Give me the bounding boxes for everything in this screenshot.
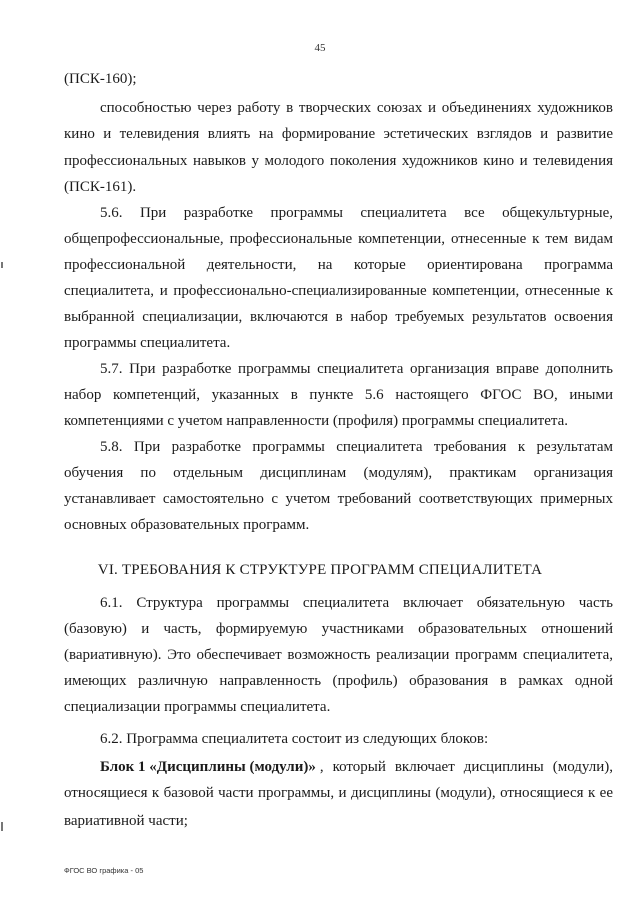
text-line: (ПСК-161).	[64, 179, 137, 195]
text-line: устанавливает самостоятельно с учетом требований соответствующих примерных	[64, 491, 613, 507]
text-line: способностью через работу в творческих союзах и объединениях художников	[100, 100, 613, 116]
text-line: относящиеся к базовой части программы, и дисциплины (модули), относящиеся к ее	[64, 785, 613, 801]
text-line: 6.1. Структура программы специалитета включает обязательную часть	[100, 595, 613, 611]
text-line: имеющих различную направленность (профиль) образования в рамках одной	[64, 673, 613, 689]
text-line: 5.8. При разработке программы специалитета требования к результатам	[100, 439, 613, 455]
text-line: набор компетенций, указанных в пункте 5.6 настоящего ФГОС ВО, иными	[64, 387, 613, 403]
section-heading: VI. ТРЕБОВАНИЯ К СТРУКТУРЕ ПРОГРАММ СПЕЦИАЛИТЕТА	[97, 562, 543, 578]
text-line: 6.2. Программа специалитета состоит из следующих блоков:	[100, 731, 489, 747]
scan-edge-mark	[1, 262, 3, 268]
page-number: 45	[314, 42, 326, 54]
text-line: основных образовательных программ.	[64, 517, 310, 533]
text-line: программы специалитета.	[64, 335, 231, 351]
text-line: кино и телевидения влиять на формирование эстетических взглядов и развитие	[64, 126, 613, 142]
block-1-text: , который включает дисциплины (модули),	[319, 759, 613, 775]
text-line: (базовую) и часть, формируемую участниками образовательных отношений	[64, 621, 613, 637]
text-line: вариативной части;	[64, 813, 188, 829]
text-line: 5.7. При разработке программы специалитета организация вправе дополнить	[100, 361, 613, 377]
block-1-line	[100, 758, 613, 776]
block-1-label: Блок 1 «Дисциплины (модули)»	[100, 759, 316, 775]
text-line: (вариативную). Это обеспечивает возможность реализации программ специалитета,	[64, 647, 613, 663]
text-line: общепрофессиональные, профессиональные компетенции, отнесенные к тем видам	[64, 231, 613, 247]
text-line: профессиональных навыков у молодого поколения художников кино и телевидения	[64, 153, 613, 169]
text-line: специализации программы специалитета.	[64, 699, 331, 715]
text-line: компетенциями с учетом направленности (профиля) программы специалитета.	[64, 413, 569, 429]
text-line: специалитета, и профессионально-специализированные компетенции, отнесенные к	[64, 283, 613, 299]
text-line: 5.6. При разработке программы специалитета все общекультурные,	[100, 205, 613, 221]
text-line: (ПСК-160);	[64, 71, 137, 87]
scan-edge-mark	[1, 822, 3, 831]
text-line: выбранной специализации, включаются в набор требуемых результатов освоения	[64, 309, 613, 325]
footer-label: ФГОС ВО графика - 05	[64, 866, 144, 875]
text-line: обучения по отдельным дисциплинам (модулям), практикам организация	[64, 465, 613, 481]
text-line: профессиональной деятельности, на которые ориентирована программа	[64, 257, 613, 273]
